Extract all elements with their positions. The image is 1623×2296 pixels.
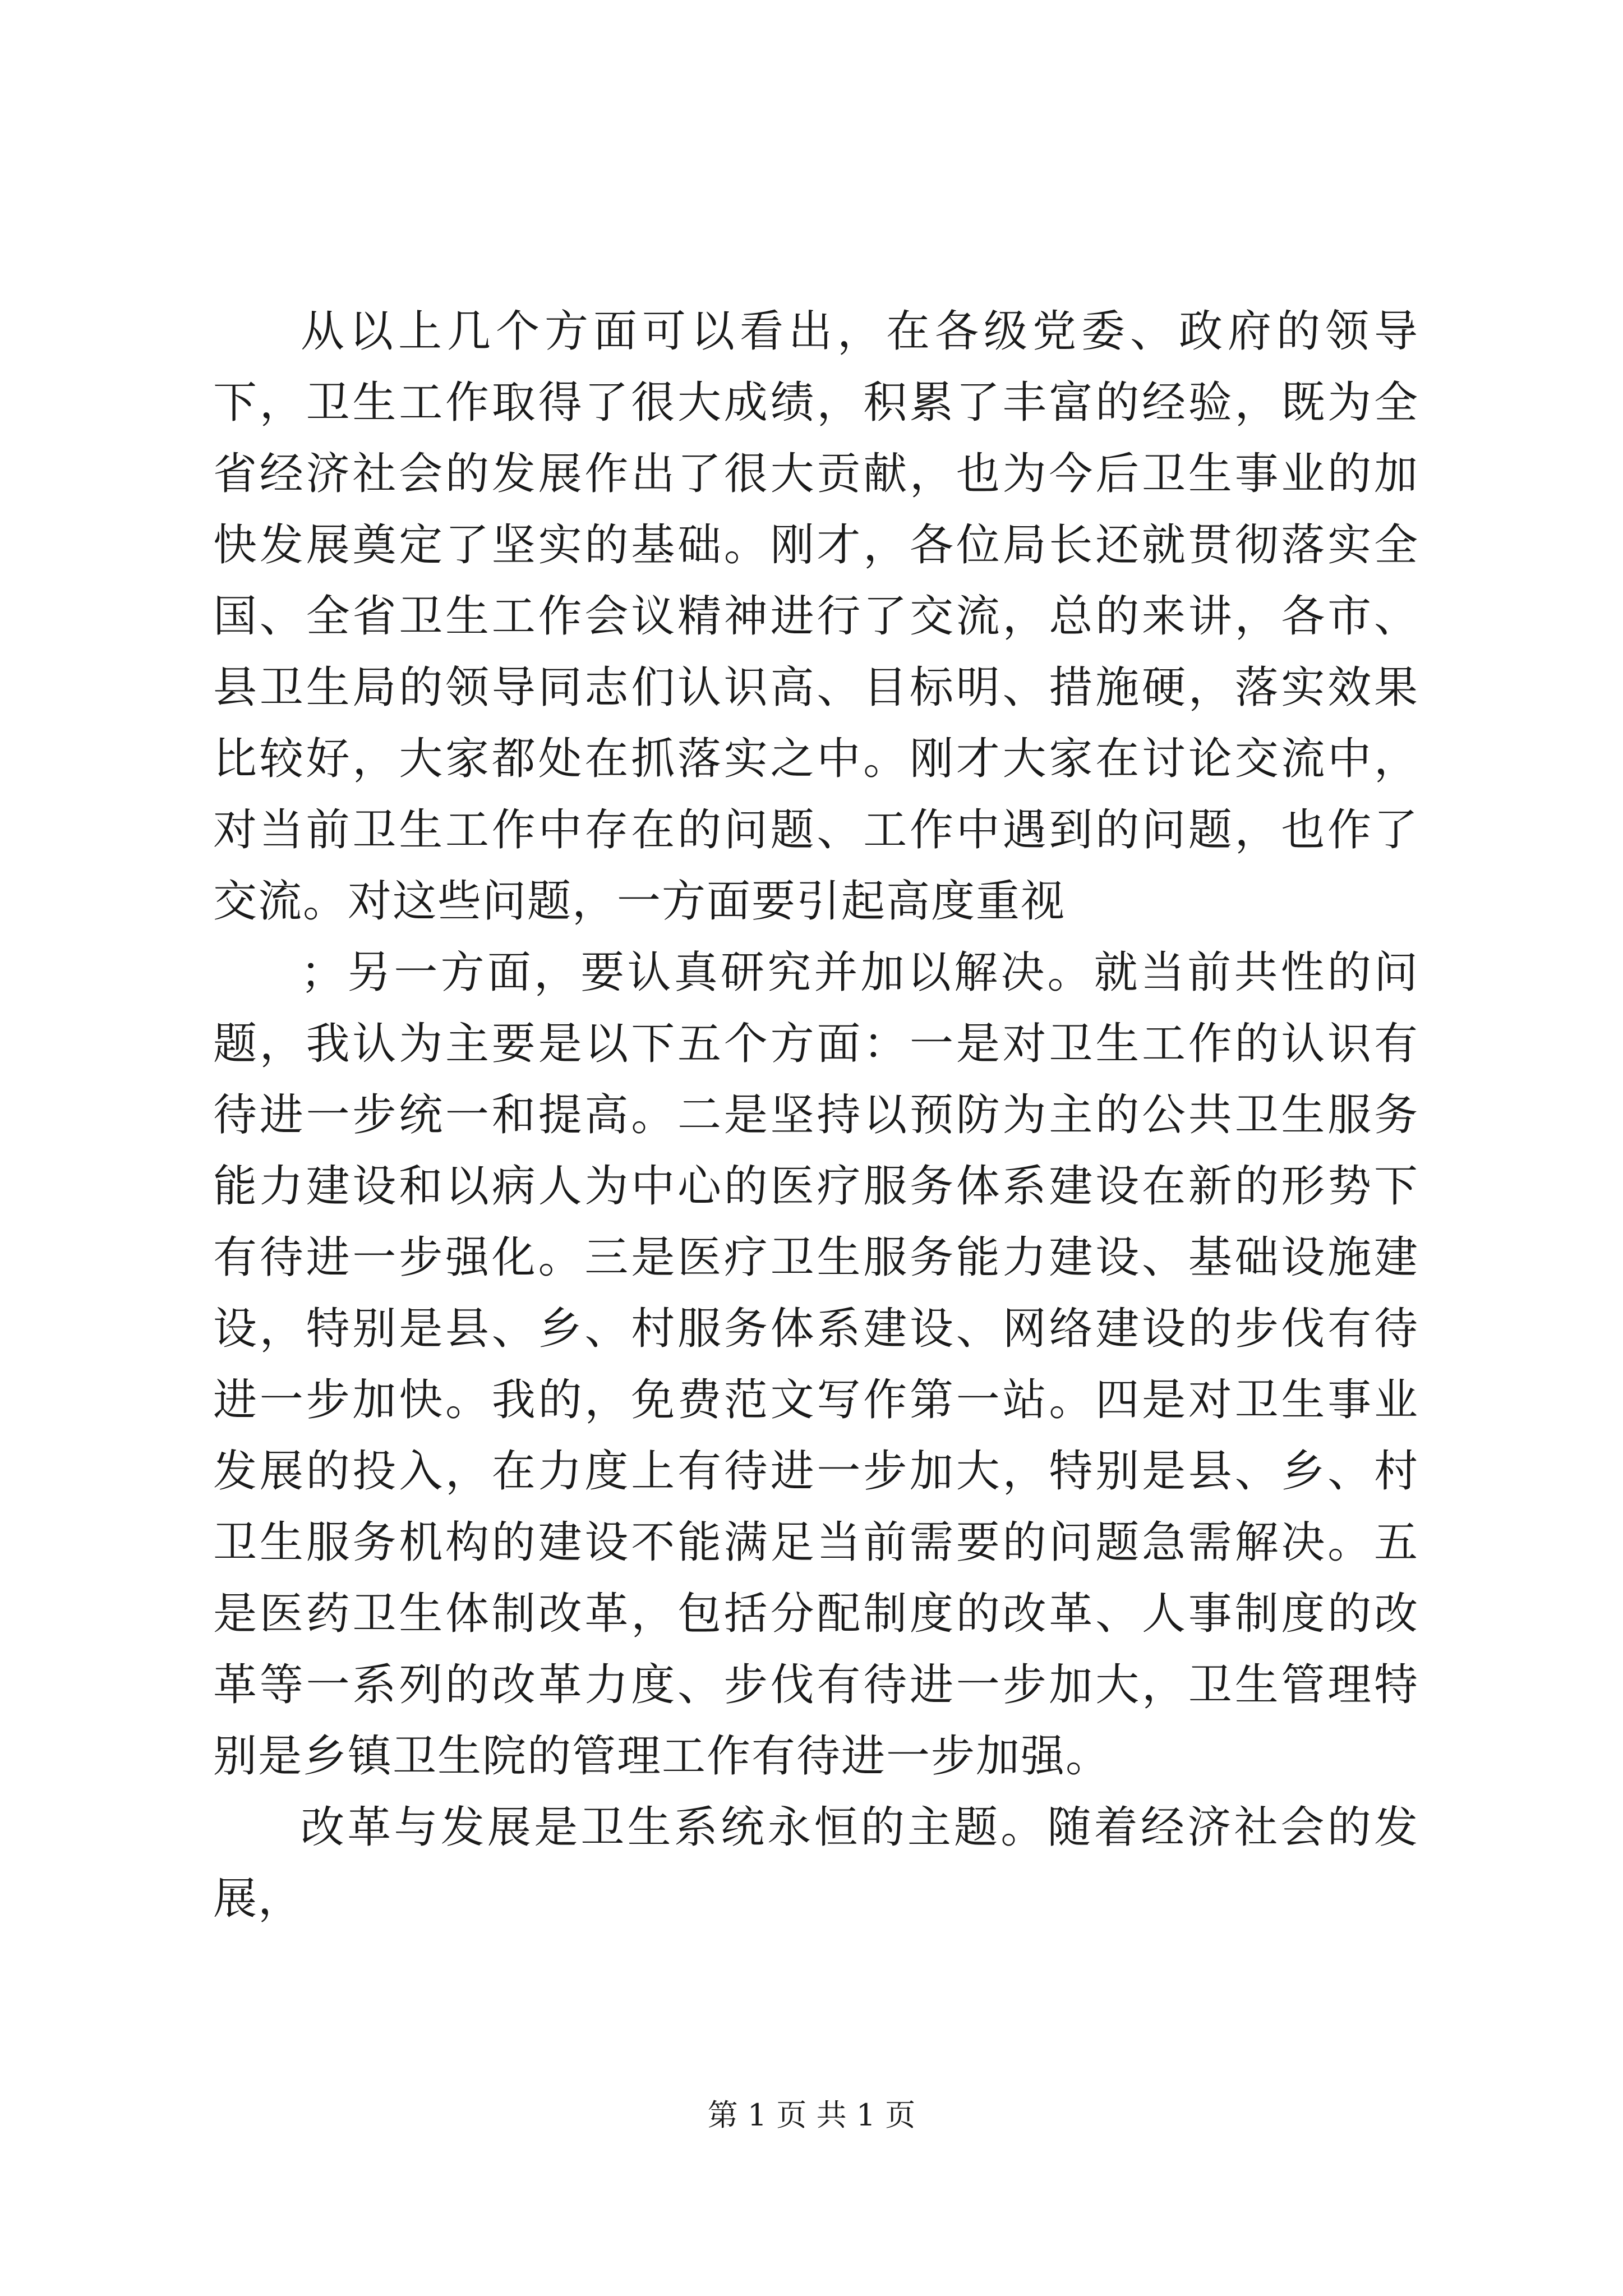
paragraph-2: ；另一方面，要认真研究并加以解决。就当前共性的问题，我认为主要是以下五个方面：一是对卫生工作的认识有待进一步统一和提高。二是坚持以预防为主的公共卫生服务能力建设和以病人为中心的医疗服务体系建设在新的形势下有待进一步强化。三是医疗卫生服务能力建设、基础设施建设，特别是县、乡、村服务体系建设、网络建设的步伐有待进一步加快。我的，免费范文写作第一站。四是对卫生事业发展的投入，在力度上有待进一步加大，特别是县、乡、村卫生服务机构的建设不能满足当前需要的问题急需解决。五是医药卫生体制改革，包括分配制度的改革、人事制度的改革等一系列的改革力度、步伐有待进一步加大，卫生管理特别是乡镇卫生院的管理工作有待进一步加强。 <box>213 947 1419 1782</box>
paragraph-3: 改革与发展是卫生系统永恒的主题。随着经济社会的发展， <box>213 1802 1419 1924</box>
paragraph-1: 从以上几个方面可以看出，在各级党委、政府的领导下，卫生工作取得了很大成绩，积累了丰富的经验，既为全省经济社会的发展作出了很大贡献，也为今后卫生事业的加快发展奠定了坚实的基础。刚才，各位局长还就贯彻落实全国、全省卫生工作会议精神进行了交流，总的来讲，各市、县卫生局的领导同志们认识高、目标明、措施硬，落实效果比较好，大家都处在抓落实之中。刚才大家在讨论交流中，对当前卫生工作中存在的问题、工作中遇到的问题，也作了交流。对这些问题，一方面要引起高度重视 <box>213 306 1419 927</box>
page-footer: 第 1 页 共 1 页 <box>707 2097 916 2133</box>
document-body <box>213 296 1419 1935</box>
